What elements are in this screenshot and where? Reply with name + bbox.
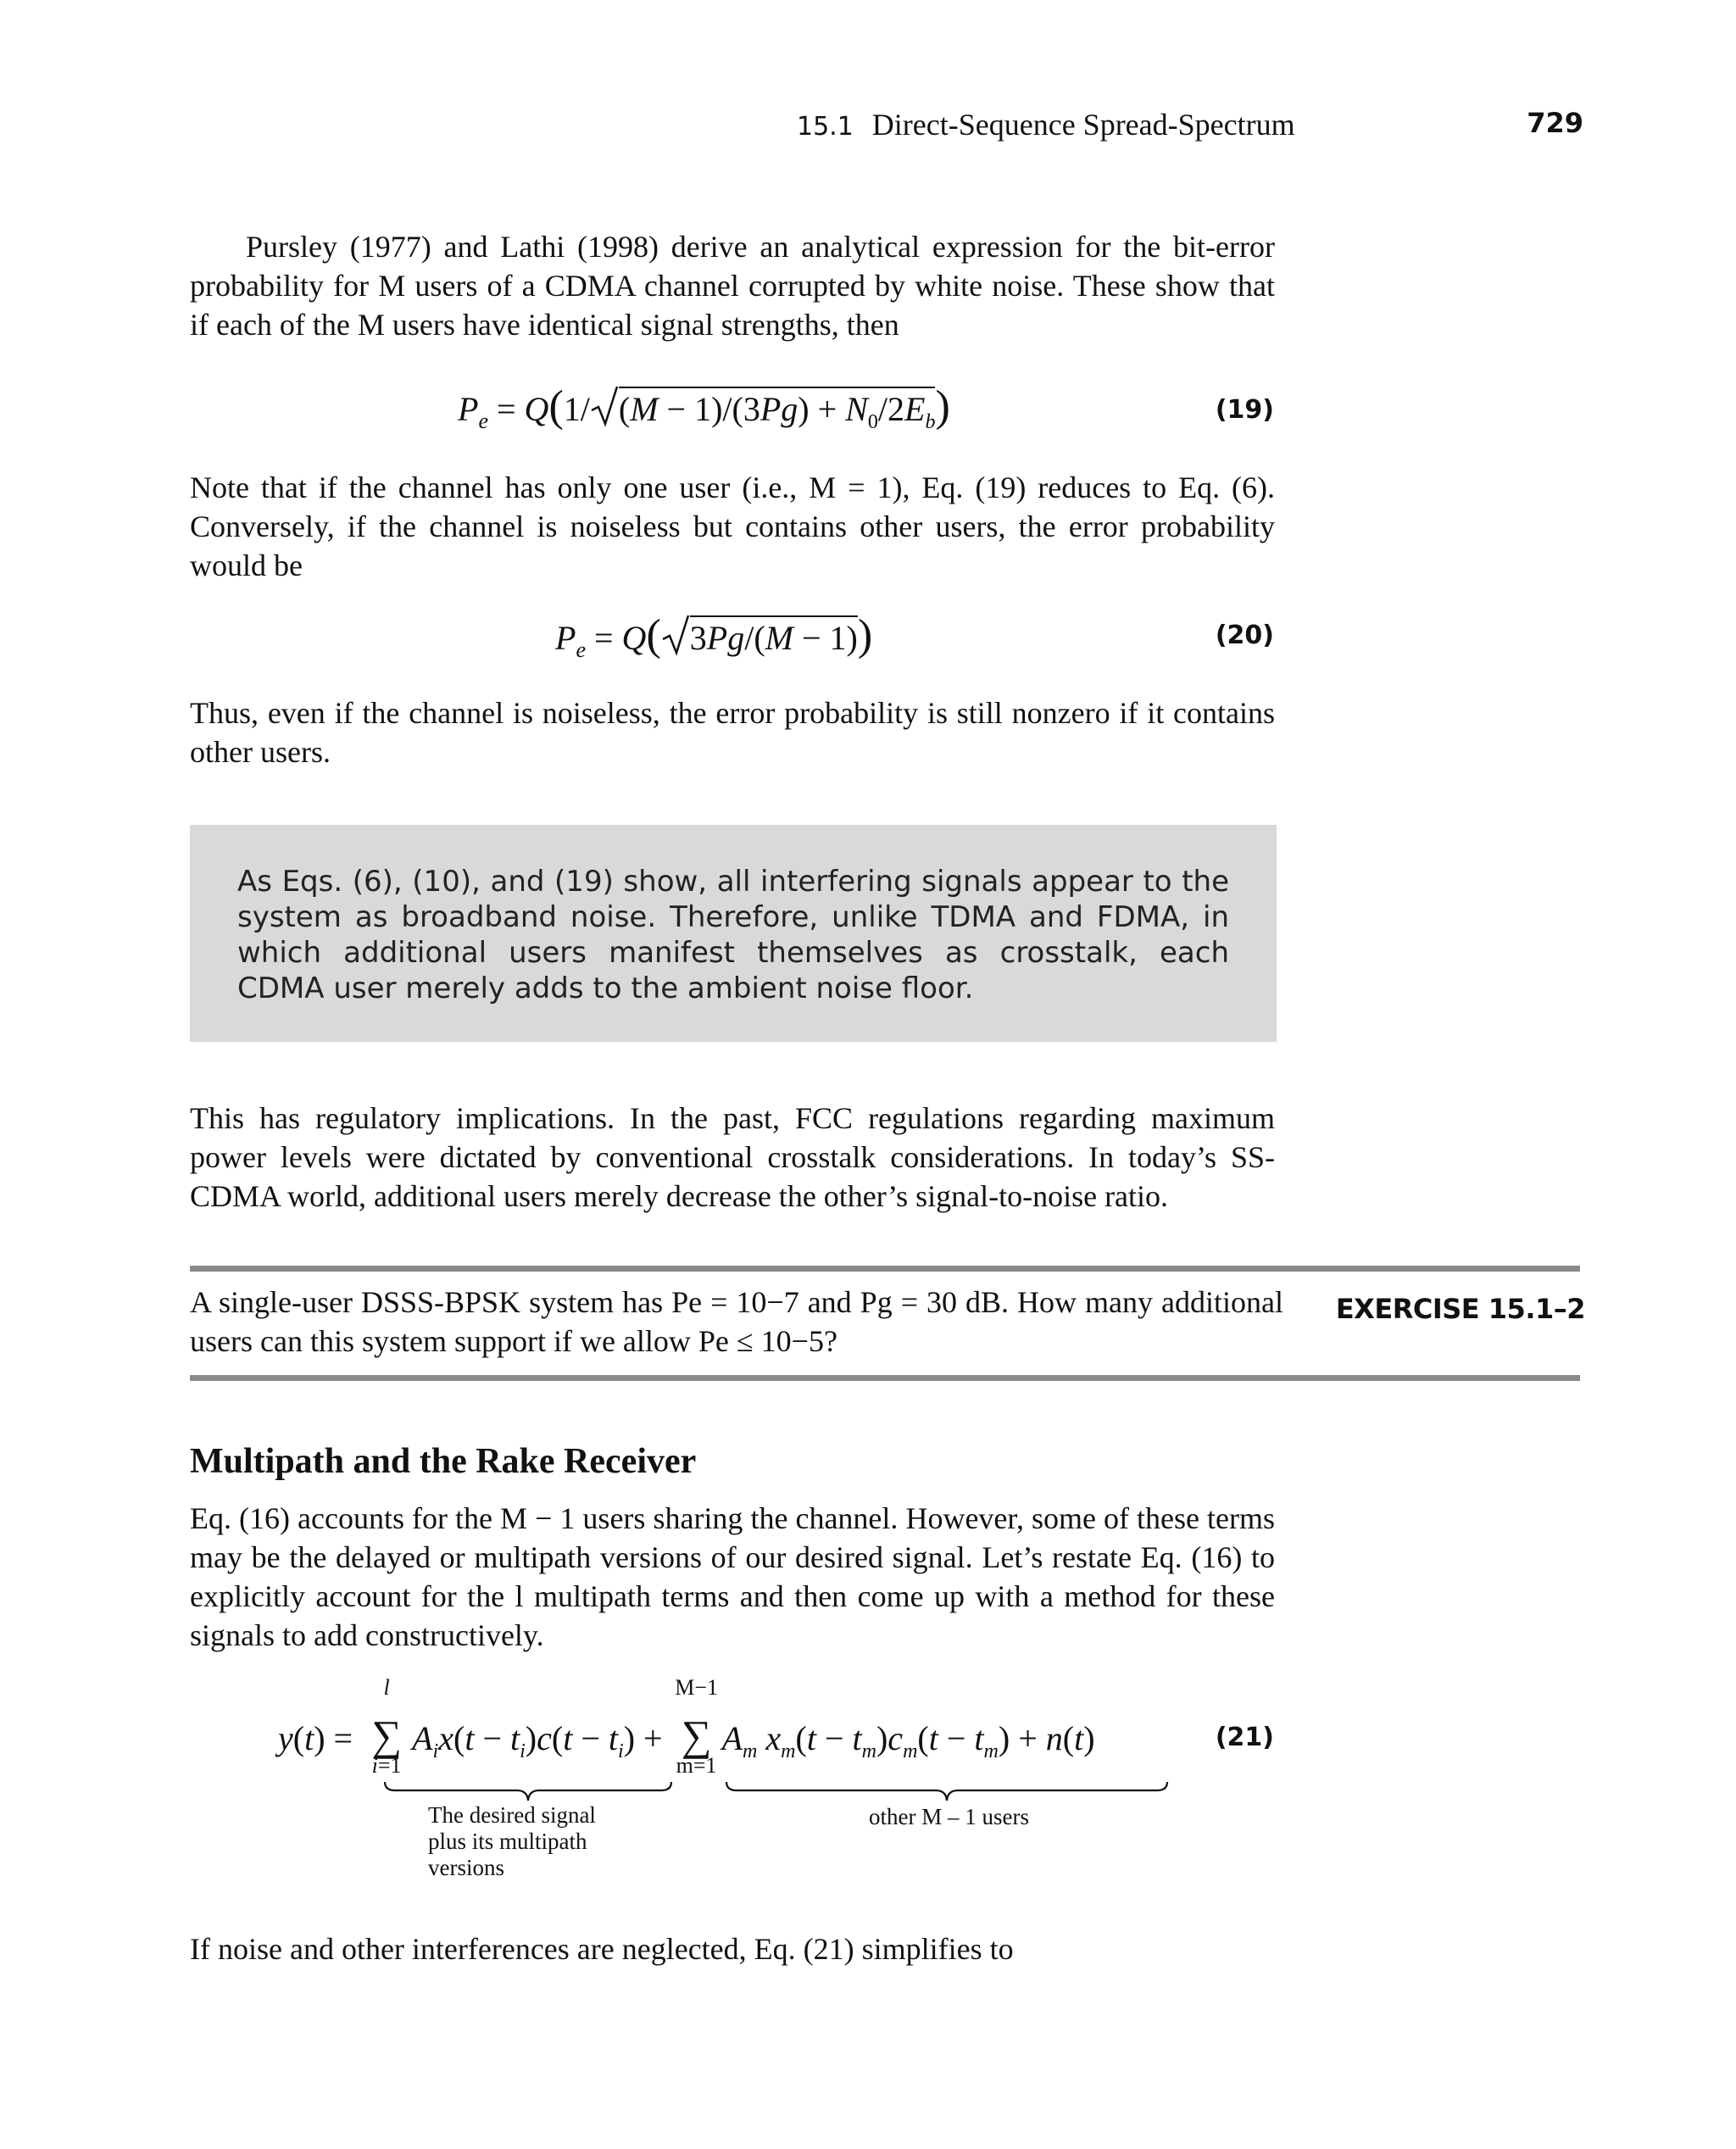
paragraph-noiseless: Thus, even if the channel is noiseless, the error probability is still nonzero if it contains other users. [190, 696, 1275, 769]
brace-label-desired: The desired signal plus its multipath versions [428, 1802, 596, 1880]
exercise-label: EXERCISE 15.1–2 [1335, 1293, 1585, 1325]
sqrt-symbol [661, 614, 690, 656]
exercise-top-rule [190, 1266, 1580, 1272]
equation-number-19: (19) [1215, 395, 1274, 425]
paragraph-intro: Pursley (1977) and Lathi (1998) derive an analytical expression for the bit-error probability for M users of a CDMA channel corrupted by white noise. These show that if each of the M users have identical signal strengths, then [190, 230, 1275, 342]
section-number: 15.1 [797, 112, 854, 142]
section-heading: Multipath and the Rake Receiver [190, 1442, 697, 1481]
sum-symbol: l ∑ i=1 [371, 1675, 402, 1778]
callout-text: As Eqs. (6), (10), and (19) show, all interfering signals appear to the system as broadband noise. Therefore, unlike TDMA and FDMA, in which additional users manifest themselves as crosstalk, each CDMA user merely adds to the ambient noise floor. [237, 865, 1229, 1005]
page-number: 729 [1527, 107, 1583, 139]
equation-number-20: (20) [1215, 621, 1274, 650]
equation-19: $P_e = Q(1/$ $(M - 1)/(3Pg) + N_0/2E_b$) [458, 382, 950, 433]
equation-number-21: (21) [1215, 1723, 1274, 1752]
exercise-bottom-rule [190, 1375, 1580, 1381]
sum-symbol: M−1 ∑ m=1 [675, 1675, 718, 1778]
paragraph-multipath: Eq. (16) accounts for the M − 1 users sharing the channel. However, some of these terms may be the delayed or multipath versions of our desired signal. Let’s restate Eq. (16) to explicitly account for the l multipath terms and then come up with a method for these signals to add constructively. [190, 1501, 1275, 1652]
paragraph-single-user: Note that if the channel has only one user (i.e., M = 1), Eq. (19) reduces to Eq. (6). Conversely, if the channel is noiseless but contains other users, the error probability would be [190, 470, 1275, 582]
callout-box [190, 825, 1277, 1042]
brace-label-other-users: other M – 1 users [869, 1804, 1029, 1829]
section-title: Direct-Sequence Spread-Spectrum [871, 108, 1295, 142]
exercise-text: A single-user DSSS-BPSK system has Pe = 10−7 and Pg = 30 dB. How many additional users can this system support if we allow Pe ≤ 10−5? [190, 1285, 1283, 1358]
underbrace-other-users [725, 1779, 1169, 1802]
equation-20: $P_e = Q$( 3Pg/(M − 1)) [555, 611, 873, 662]
underbrace-desired [383, 1779, 673, 1802]
running-header [797, 107, 1295, 142]
paragraph-regulatory: This has regulatory implications. In the past, FCC regulations regarding maximum power levels were dictated by conventional crosstalk considerations. In today’s SS-CDMA world, additional users merely decrease the other’s signal-to-noise ratio. [190, 1101, 1275, 1213]
equation-21: y(t) = l ∑ i=1 $A_ix(t - t_i)c(t - t_i)$ + M−1 ∑ m=1 $A_m$ $x_m(t - t_m)c_m(t - t_m) + n(t)$ [278, 1675, 1095, 1778]
sqrt-symbol [590, 385, 619, 427]
paragraph-simplifies: If noise and other interferences are neglected, Eq. (21) simplifies to [190, 1932, 1014, 1966]
